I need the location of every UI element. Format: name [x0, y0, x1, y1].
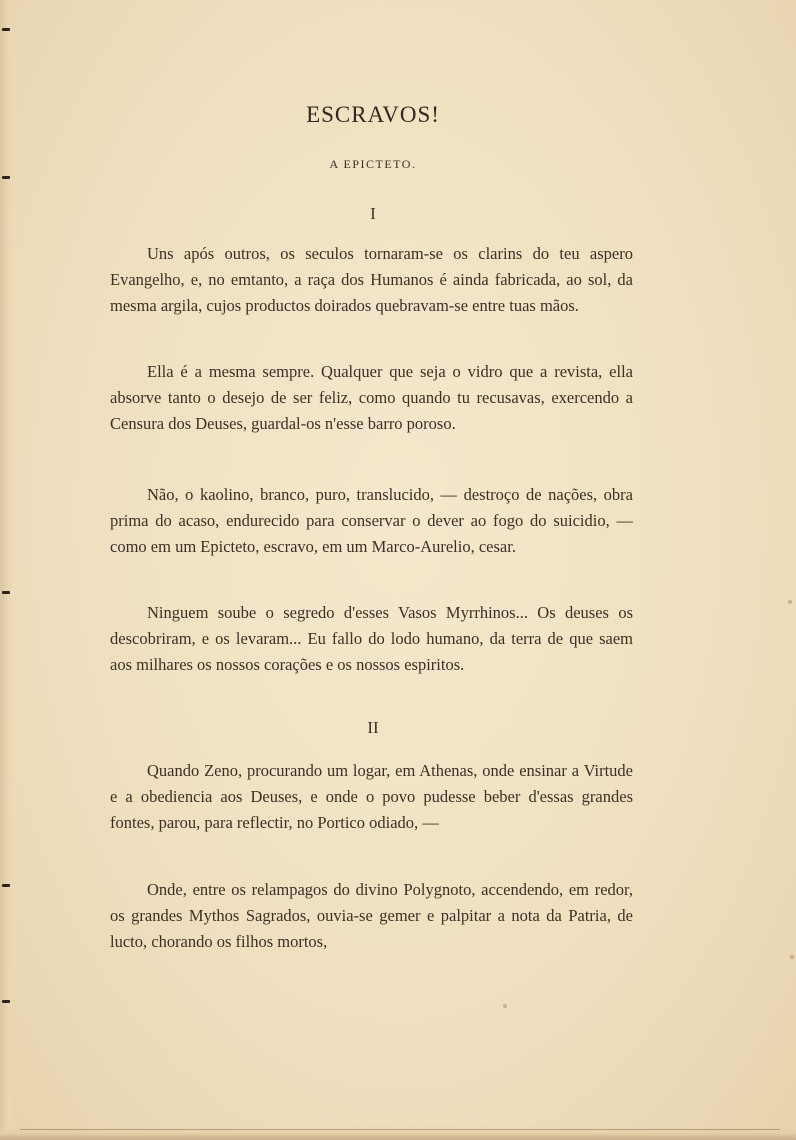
paper-stain: [503, 1004, 507, 1008]
section-numeral-2: II: [367, 718, 379, 737]
page-title: ESCRAVOS!: [306, 102, 440, 127]
paragraph: Quando Zeno, procurando um logar, em Athenas, onde ensinar a Virtude e a obediencia aos Deuses, e onde o povo pudesse beber d'essas grandes fontes, parou, para reflectir, no Portico odiado, —: [110, 761, 633, 832]
dedication: A EPICTETO.: [329, 157, 417, 171]
paragraph: Não, o kaolino, branco, puro, translucido, — destroço de nações, obra prima do acaso, endurecido para conservar o dever ao fogo do suicidio, — como em um Epicteto, escravo, em um Marco-Aurelio, cesar.: [110, 485, 633, 556]
paragraph: Ninguem soube o segredo d'esses Vasos Myrrhinos... Os deuses os descobriram, e os levaram... Eu fallo do lodo humano, da terra de que saem aos milhares os nossos corações e os nossos espiritos.: [110, 603, 633, 674]
binding-mark: [2, 176, 10, 179]
binding-mark: [2, 28, 10, 31]
binding-mark: [2, 884, 10, 887]
paragraph: Ella é a mesma sempre. Qualquer que seja o vidro que a revista, ella absorve tanto o desejo de ser feliz, como quando tu recusavas, exercendo a Censura dos Deuses, guardal-os n'esse barro poroso.: [110, 362, 633, 433]
binding-mark: [2, 1000, 10, 1003]
paper-stain: [788, 600, 792, 604]
binding-mark: [2, 591, 10, 594]
paragraph: Onde, entre os relampagos do divino Polygnoto, accendendo, em redor, os grandes Mythos Sagrados, ouvia-se gemer e palpitar a nota da Patria, de lucto, chorando os filhos mortos,: [110, 880, 633, 951]
paper-stain: [790, 955, 794, 959]
paragraph: Uns após outros, os seculos tornaram-se os clarins do teu aspero Evangelho, e, no emtanto, a raça dos Humanos é ainda fabricada, ao sol, da mesma argila, cujos productos doirados quebravam-se entre tuas mãos.: [110, 244, 633, 315]
page-bottom-rule: [20, 1129, 780, 1130]
section-numeral-1: I: [370, 204, 376, 223]
